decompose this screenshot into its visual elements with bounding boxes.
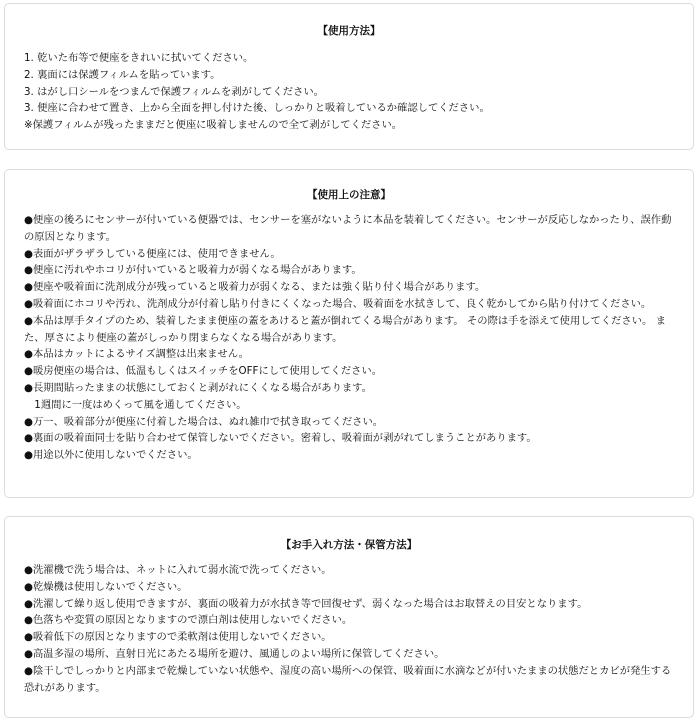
usage-line: 2. 裏面には保護フィルムを貼っています。	[24, 68, 221, 81]
care-line: ●色落ちや変質の原因となりますので漂白剤は使用しないでください。	[24, 614, 353, 627]
care-line: ●洗濯機で洗う場合は、ネットに入れて弱水流で洗ってください。	[24, 564, 332, 576]
care-line: ●洗濯して繰り返し使用できますが、裏面の吸着力が水拭き等で回復せず、弱くなった場合はお取替えの目安となります。	[24, 597, 588, 610]
caution-line: ●長期間貼ったままの状態にしておくと剥がれにくくなる場合があります。	[24, 381, 372, 394]
usage-line: 3. 便座に合わせて置き、上から全面を押し付けた後、しっかりと吸着しているか確認してください。	[24, 102, 490, 115]
caution-line: ●表面がザラザラしている便座には、使用できません。	[24, 247, 281, 260]
caution-line: ●吸着面にホコリや汚れ、洗剤成分が付着し貼り付きにくくなった場合、吸着面を水拭きして、良く乾かしてから貼り付けてください。	[24, 297, 652, 310]
cautions-list	[5, 212, 693, 464]
care-list	[5, 562, 693, 696]
usage-line: ※保護フィルムが残ったままだと便座に吸着しませんので全て剥がしてください。	[24, 119, 403, 132]
caution-line: ●便座の後ろにセンサーが付いている便器では、センサーを塞がないように本品を装着してください。センサーが反応しなかったり、誤作動の原因となります。	[24, 214, 672, 243]
caution-line: ●便座に汚れやホコリが付いていると吸着力が弱くなる場合があります。	[24, 264, 362, 277]
care-line: ●高温多湿の場所、直射日光にあたる場所を避け、風通しのよい場所に保管してください。	[24, 647, 445, 660]
care-line: ●乾燥機は使用しないでください。	[24, 580, 188, 593]
caution-line: ●本品は厚手タイプのため、装着したまま便座の蓋をあけると蓋が倒れてくる場合があります。 その際は手を添えて使用してください。 また、厚さにより便座の蓋がしっかり閉まらなくなる場合があります。	[24, 314, 666, 344]
care-line: ●陰干しでしっかりと内部まで乾燥していない状態や、湿度の高い場所への保管、吸着面に水滴などが付いたままの状態だとカビが発生する恐れがあります。	[24, 664, 672, 694]
usage-title: 【使用方法】	[317, 25, 381, 37]
usage-list	[5, 50, 693, 134]
caution-line: ●暖房便座の場合は、低温もしくはスイッチをOFFにして使用してください。	[24, 365, 383, 378]
care-section	[4, 516, 694, 718]
usage-section	[4, 3, 694, 150]
caution-line: ●本品はカットによるサイズ調整は出来ません。	[24, 348, 249, 361]
caution-line: ●裏面の吸着面同士を貼り合わせて保管しないでください。密着し、吸着面が剥がれてしまうことがあります。	[24, 432, 537, 445]
care-line: ●吸着低下の原因となりますので柔軟剤は使用しないでください。	[24, 631, 332, 644]
usage-line: 3. はがし口シールをつまんで保護フィルムを剥がしてください。	[24, 85, 324, 98]
caution-line: ●万一、吸着部分が便座に付着した場合は、ぬれ雑巾で拭き取ってください。	[24, 415, 384, 428]
cautions-title: 【使用上の注意】	[307, 189, 391, 201]
caution-line: 1週間に一度はめくって風を通してください。	[24, 398, 247, 411]
caution-line: ●便座や吸着面に洗剤成分が残っていると吸着力が弱くなる、または強く貼り付く場合があります。	[24, 281, 486, 294]
care-title: 【お手入れ方法・保管方法】	[280, 539, 418, 551]
caution-line: ●用途以外に使用しないでください。	[24, 449, 198, 462]
usage-line: 1. 乾いた布等で便座をきれいに拭いてください。	[24, 52, 254, 64]
cautions-section	[4, 169, 694, 498]
